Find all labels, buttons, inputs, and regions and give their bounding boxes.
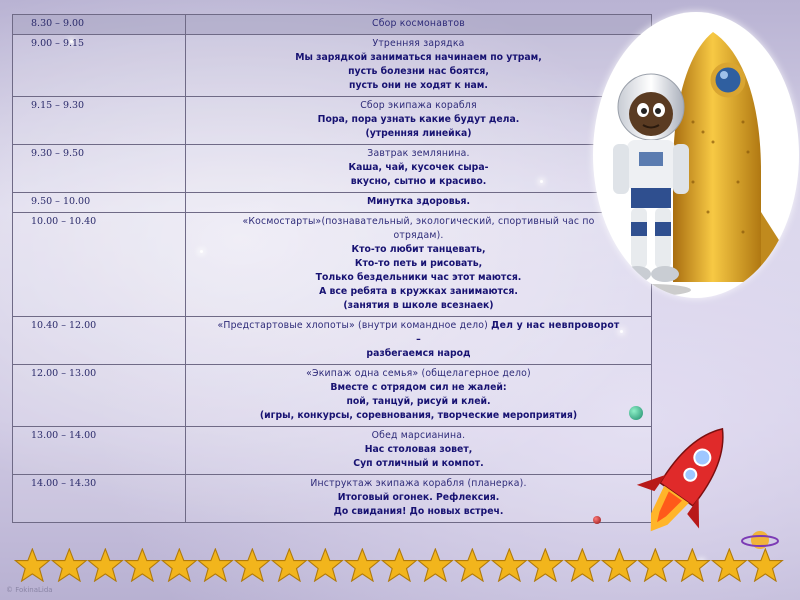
schedule-time: 9.50 – 10.00	[13, 193, 186, 213]
star-icon	[564, 548, 601, 582]
activity-line-plain: «Предстартовые хлопоты» (внутри командное дело)	[217, 320, 492, 331]
activity-title: «Экипаж одна семья» (общелагерное дело)	[306, 368, 531, 379]
schedule-row	[13, 365, 652, 427]
schedule-table	[12, 14, 652, 523]
activity-title: Инструктаж экипажа корабля (планерка).	[310, 478, 527, 489]
star-icon	[601, 548, 638, 582]
activity-verse-line: Каша, чай, кусочек сыра-	[348, 162, 489, 173]
schedule-activity	[186, 145, 652, 193]
star-icon	[87, 548, 124, 582]
activity-verse-line: разбегаемся народ	[366, 348, 471, 359]
activity-verse-line: Пора, пора узнать какие будут дела.	[317, 114, 520, 125]
star-icon	[527, 548, 564, 582]
schedule-time: 9.00 – 9.15	[13, 35, 186, 97]
activity-verse-line: вкусно, сытно и красиво.	[350, 176, 487, 187]
star-icon	[417, 548, 454, 582]
activity-title: отрядам).	[393, 230, 444, 241]
schedule-time: 9.15 – 9.30	[13, 97, 186, 145]
schedule-time: 10.40 – 12.00	[13, 317, 186, 365]
activity-verse-line: Итоговый огонек. Рефлексия.	[337, 492, 500, 503]
activity-title: Завтрак землянина.	[367, 148, 470, 159]
schedule-row	[13, 15, 652, 35]
schedule-time: 13.00 – 14.00	[13, 427, 186, 475]
star-icon	[711, 548, 748, 582]
schedule-row	[13, 145, 652, 193]
star-icon	[124, 548, 161, 582]
schedule-row	[13, 317, 652, 365]
activity-verse-line: (игры, конкурсы, соревнования, творческие мероприятия)	[259, 410, 578, 421]
schedule-row	[13, 213, 652, 317]
star-icon	[14, 548, 51, 582]
activity-verse-line: Кто-то любит танцевать,	[351, 244, 486, 255]
schedule-activity	[186, 427, 652, 475]
activity-verse-line: Кто-то петь и рисовать,	[354, 258, 483, 269]
star-icon	[674, 548, 711, 582]
activity-verse-line: Нас столовая зовет,	[364, 444, 473, 455]
activity-verse-line: пой, танцуй, рисуй и клей.	[346, 396, 491, 407]
star-icon	[271, 548, 308, 582]
stars-border	[14, 548, 784, 582]
activity-title: «Космостарты»(познавательный, экологический, спортивный час по	[242, 216, 595, 227]
schedule-row	[13, 35, 652, 97]
star-icon	[307, 548, 344, 582]
activity-verse-line: пусть болезни нас боятся,	[348, 66, 489, 77]
activity-verse-line: А все ребята в кружках занимаются.	[319, 286, 518, 297]
star-icon	[161, 548, 198, 582]
schedule-activity	[186, 213, 652, 317]
activity-verse-line: пусть они не ходят к нам.	[349, 80, 488, 91]
schedule-time: 10.00 – 10.40	[13, 213, 186, 317]
activity-line	[190, 319, 647, 333]
schedule-activity	[186, 475, 652, 523]
schedule-activity	[186, 317, 652, 365]
star-icon	[197, 548, 234, 582]
star-icon	[454, 548, 491, 582]
star-icon	[234, 548, 271, 582]
star-icon	[491, 548, 528, 582]
astronaut-with-rocket-icon	[593, 12, 799, 298]
activity-title: Сбор экипажа корабля	[360, 100, 477, 111]
star-icon	[381, 548, 418, 582]
schedule-row	[13, 427, 652, 475]
star-icon	[747, 548, 784, 582]
schedule-time: 14.00 – 14.30	[13, 475, 186, 523]
activity-verse-line: Только бездельники час этот маются.	[315, 272, 522, 283]
schedule-activity	[186, 97, 652, 145]
schedule-time: 9.30 – 9.50	[13, 145, 186, 193]
star-icon	[344, 548, 381, 582]
activity-title: Сбор космонавтов	[372, 18, 465, 29]
red-planet-icon	[593, 516, 601, 524]
schedule-activity	[186, 365, 652, 427]
schedule-row	[13, 193, 652, 213]
schedule-activity	[186, 193, 652, 213]
activity-line-bold: Дел у нас невпроворот	[491, 320, 620, 331]
watermark: © FokinaLida	[6, 586, 53, 594]
activity-verse-line: До свидания! До новых встреч.	[333, 506, 504, 517]
activity-verse-line: Мы зарядкой заниматься начинаем по утрам,	[295, 52, 542, 63]
activity-title: Утренняя зарядка	[372, 38, 465, 49]
activity-title: Обед марсианина.	[371, 430, 466, 441]
activity-verse-line: Суп отличный и компот.	[353, 458, 484, 469]
star-icon	[637, 548, 674, 582]
star-icon	[51, 548, 88, 582]
activity-verse-line: Минутка здоровья.	[366, 196, 471, 207]
schedule-activity	[186, 35, 652, 97]
activity-verse-line: (занятия в школе всезнаек)	[343, 300, 494, 311]
activity-verse-line: –	[416, 334, 421, 345]
activity-verse-line: Вместе с отрядом сил не жалей:	[330, 382, 507, 393]
activity-verse-line: (утренняя линейка)	[365, 128, 472, 139]
schedule-row	[13, 475, 652, 523]
schedule-row	[13, 97, 652, 145]
schedule-activity	[186, 15, 652, 35]
astronaut-illustration	[593, 12, 799, 298]
schedule-time: 12.00 – 13.00	[13, 365, 186, 427]
schedule-time: 8.30 – 9.00	[13, 15, 186, 35]
red-rocket-icon	[628, 418, 738, 548]
